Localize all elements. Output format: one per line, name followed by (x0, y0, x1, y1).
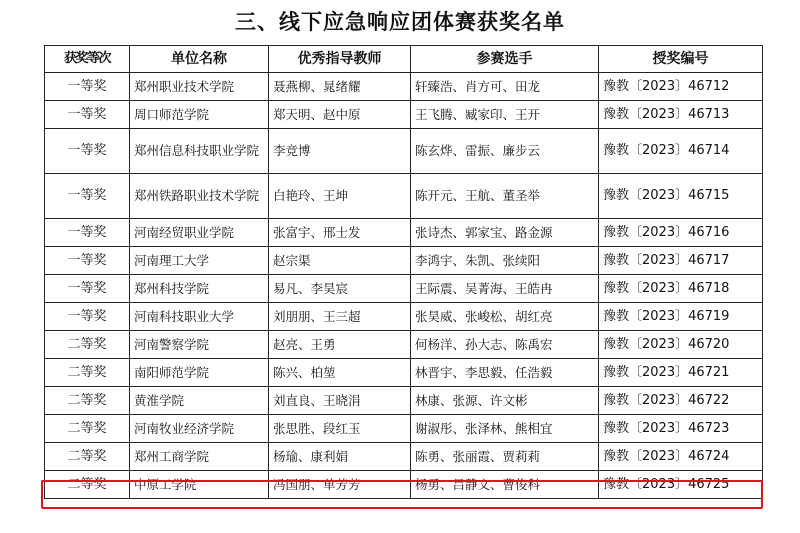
cell-teachers: 李竞博 (269, 129, 411, 174)
cell-code: 豫教〔2023〕46714 (599, 129, 763, 174)
cell-players: 林晋宇、李思毅、任浩毅 (411, 359, 599, 387)
cell-players: 杨勇、吕静文、曹俊科 (411, 471, 599, 499)
cell-rank: 二等奖 (45, 331, 130, 359)
cell-code: 豫教〔2023〕46713 (599, 101, 763, 129)
cell-teachers: 赵亮、王勇 (269, 331, 411, 359)
cell-unit: 郑州工商学院 (130, 443, 269, 471)
cell-unit: 郑州铁路职业技术学院 (130, 174, 269, 219)
cell-unit: 黄淮学院 (130, 387, 269, 415)
table-row (45, 129, 763, 174)
cell-rank: 二等奖 (45, 443, 130, 471)
cell-players: 何杨洋、孙大志、陈禹宏 (411, 331, 599, 359)
cell-rank: 二等奖 (45, 471, 130, 499)
table-header-row (45, 46, 763, 73)
cell-code: 豫教〔2023〕46719 (599, 303, 763, 331)
cell-code: 豫教〔2023〕46724 (599, 443, 763, 471)
header-teachers: 优秀指导教师 (269, 46, 411, 73)
cell-players: 陈开元、王航、董圣举 (411, 174, 599, 219)
cell-players: 王际震、吴菁海、王皓冉 (411, 275, 599, 303)
cell-unit: 河南经贸职业学院 (130, 219, 269, 247)
cell-teachers: 赵宗渠 (269, 247, 411, 275)
cell-rank: 二等奖 (45, 387, 130, 415)
cell-players: 张昊威、张峻松、胡红亮 (411, 303, 599, 331)
table-row (45, 303, 763, 331)
cell-teachers: 冯国朋、单芳芳 (269, 471, 411, 499)
cell-unit: 周口师范学院 (130, 101, 269, 129)
header-players: 参赛选手 (411, 46, 599, 73)
cell-code: 豫教〔2023〕46725 (599, 471, 763, 499)
cell-players: 谢淑彤、张泽林、熊相宜 (411, 415, 599, 443)
cell-unit: 南阳师范学院 (130, 359, 269, 387)
table-row (45, 275, 763, 303)
cell-teachers: 刘直良、王晓涓 (269, 387, 411, 415)
cell-rank: 二等奖 (45, 415, 130, 443)
cell-rank: 一等奖 (45, 219, 130, 247)
header-unit: 单位名称 (130, 46, 269, 73)
cell-teachers: 白艳玲、王坤 (269, 174, 411, 219)
table-row (45, 101, 763, 129)
cell-code: 豫教〔2023〕46723 (599, 415, 763, 443)
cell-rank: 一等奖 (45, 247, 130, 275)
table-row (45, 219, 763, 247)
cell-players: 陈勇、张丽霞、贾莉莉 (411, 443, 599, 471)
cell-teachers: 郑天明、赵中原 (269, 101, 411, 129)
cell-teachers: 聂燕柳、晁绪耀 (269, 73, 411, 101)
cell-teachers: 张思胜、段红玉 (269, 415, 411, 443)
cell-unit: 郑州职业技术学院 (130, 73, 269, 101)
cell-rank: 一等奖 (45, 303, 130, 331)
header-code: 授奖编号 (599, 46, 763, 73)
header-rank: 获奖等次 (45, 46, 130, 73)
cell-code: 豫教〔2023〕46722 (599, 387, 763, 415)
cell-code: 豫教〔2023〕46716 (599, 219, 763, 247)
cell-code: 豫教〔2023〕46715 (599, 174, 763, 219)
cell-rank: 一等奖 (45, 275, 130, 303)
cell-rank: 二等奖 (45, 359, 130, 387)
cell-code: 豫教〔2023〕46721 (599, 359, 763, 387)
cell-players: 轩臻浩、肖方可、田龙 (411, 73, 599, 101)
cell-unit: 河南警察学院 (130, 331, 269, 359)
cell-teachers: 张富宇、邢士发 (269, 219, 411, 247)
table-row (45, 387, 763, 415)
cell-unit: 郑州科技学院 (130, 275, 269, 303)
cell-players: 李鸿宇、朱凯、张续阳 (411, 247, 599, 275)
cell-unit: 河南牧业经济学院 (130, 415, 269, 443)
table-row (45, 73, 763, 101)
table-row (45, 331, 763, 359)
cell-rank: 一等奖 (45, 129, 130, 174)
table-row-highlighted (45, 443, 763, 471)
cell-players: 张诗杰、郭家宝、路金源 (411, 219, 599, 247)
table-row (45, 359, 763, 387)
page-title: 三、线下应急响应团体赛获奖名单 (235, 10, 565, 34)
table-row (45, 471, 763, 499)
cell-teachers: 杨瑜、康利娟 (269, 443, 411, 471)
cell-players: 林康、张源、许文彬 (411, 387, 599, 415)
cell-unit: 河南科技职业大学 (130, 303, 269, 331)
cell-code: 豫教〔2023〕46718 (599, 275, 763, 303)
cell-code: 豫教〔2023〕46712 (599, 73, 763, 101)
cell-unit: 郑州信息科技职业学院 (130, 129, 269, 174)
table-row (45, 415, 763, 443)
cell-rank: 一等奖 (45, 73, 130, 101)
cell-rank: 一等奖 (45, 101, 130, 129)
cell-teachers: 易凡、李昊宸 (269, 275, 411, 303)
cell-unit: 中原工学院 (130, 471, 269, 499)
cell-code: 豫教〔2023〕46720 (599, 331, 763, 359)
table-row (45, 174, 763, 219)
cell-unit: 河南理工大学 (130, 247, 269, 275)
cell-players: 王飞腾、臧家印、王开 (411, 101, 599, 129)
cell-code: 豫教〔2023〕46717 (599, 247, 763, 275)
cell-teachers: 陈兴、柏堃 (269, 359, 411, 387)
awards-table (44, 45, 763, 499)
cell-rank: 一等奖 (45, 174, 130, 219)
cell-players: 陈玄烨、雷振、廉步云 (411, 129, 599, 174)
table-row (45, 247, 763, 275)
cell-teachers: 刘朋朋、王三超 (269, 303, 411, 331)
